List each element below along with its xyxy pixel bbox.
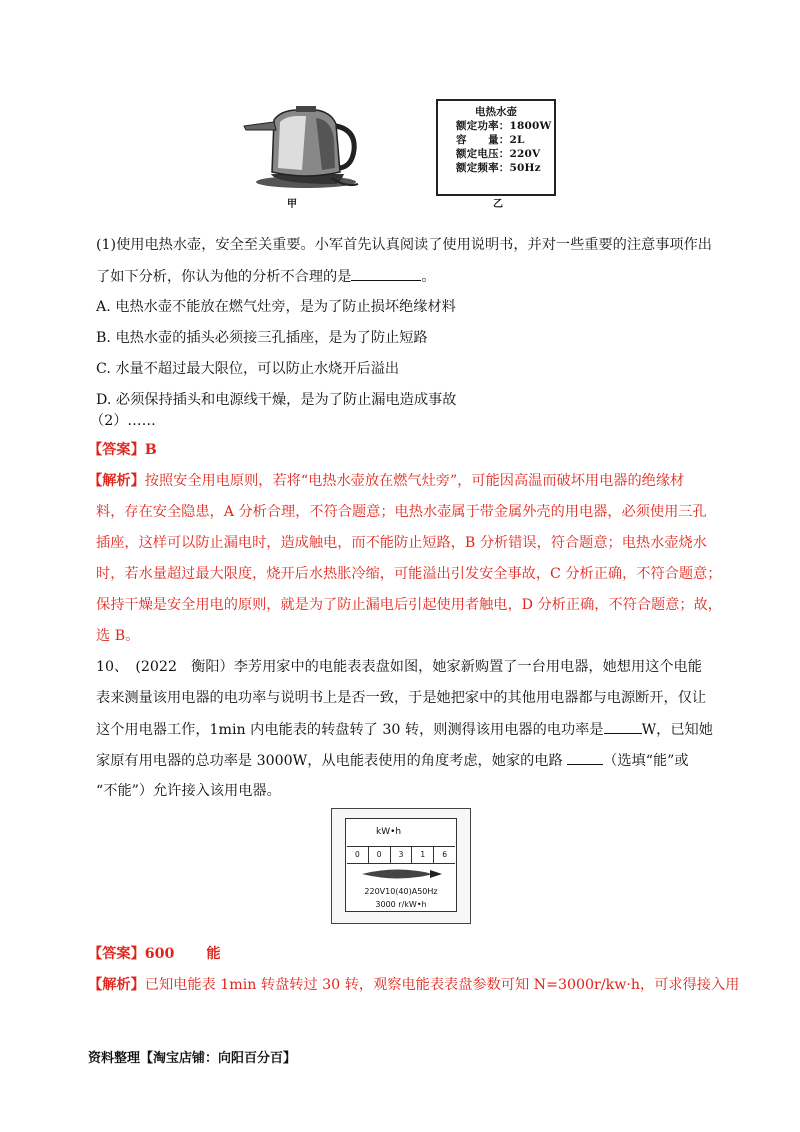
- meter-unit: kW•h: [376, 827, 402, 837]
- meter-digit: 0: [369, 847, 391, 863]
- part-2: （2）……: [90, 413, 156, 429]
- question-stem: [96, 266, 436, 287]
- meter-constant: 3000 r/kW•h: [375, 900, 427, 909]
- analysis-tag: 【解析】: [88, 977, 145, 993]
- answer-tag: 【答案】: [88, 946, 145, 962]
- option-a: A. 电热水壶不能放在燃气灶旁，是为了防止损坏绝缘材料: [96, 299, 456, 315]
- kettle-image: [236, 100, 366, 192]
- energy-meter-figure: [331, 808, 471, 924]
- nameplate-row: 额定频率：50Hz: [456, 162, 541, 174]
- nameplate-row: 容 量：2L: [456, 134, 525, 146]
- meter-face: [345, 818, 457, 912]
- meter-digit: 3: [391, 847, 413, 863]
- option-c: C. 水量不超过最大限位，可以防止水烧开后溢出: [96, 361, 400, 377]
- question-10-text: W，已知她: [641, 722, 713, 738]
- analysis-tag: 【解析】: [88, 473, 145, 489]
- answer-tag: 【答案】: [88, 442, 145, 458]
- nameplate-row: 额定电压：220V: [456, 148, 541, 160]
- analysis-line: [88, 471, 684, 491]
- kettle-nameplate: [436, 99, 556, 196]
- answer-line: [88, 440, 157, 460]
- figure-caption-yi: 乙: [493, 199, 503, 210]
- analysis-text: 已知电能表 1min 转盘转过 30 转，观察电能表表盘参数可知 N=3000r/kw·h，可求得接入用: [144, 977, 740, 993]
- question-10-stem: 表来测量该用电器的电功率与说明书上是否一致，于是她把家中的其他用电器都与电源断开，仅让: [96, 690, 707, 706]
- nameplate-row: 额定功率：1800W: [456, 120, 552, 132]
- footer: 资料整理【淘宝店铺：向阳百分百】: [88, 1051, 297, 1066]
- answer-blank: [567, 750, 603, 765]
- meter-digit: 6: [442, 850, 447, 859]
- question-stem-text: 了如下分析，你认为他的分析不合理的是: [96, 269, 352, 285]
- analysis-line: 选 B。: [96, 628, 140, 644]
- figure-caption-jia: 甲: [287, 199, 297, 210]
- question-10-stem: 10、 (2022 衡阳）李芳用家中的电能表表盘如图，她家新购置了一台用电器，她想用这个电能: [96, 659, 702, 675]
- answer-line: [88, 944, 221, 964]
- question-10-text: 家原有用电器的总功率是 3000W，从电能表使用的角度考虑，她家的电路: [96, 753, 568, 769]
- analysis-line: [88, 975, 739, 995]
- kettle-figure: [236, 100, 366, 192]
- nameplate-title: 电热水壶: [475, 106, 517, 118]
- question-10-stem: [96, 750, 689, 771]
- meter-spec: 220V10(40)A50Hz: [364, 887, 438, 896]
- meter-digits: [347, 846, 455, 864]
- analysis-line: 时，若水量超过最大限度，烧开后水热胀冷缩，可能溢出引发安全事故，C 分析正确，不符合题意；: [96, 566, 722, 582]
- analysis-line: 料，存在安全隐患，A 分析合理，不符合题意；电热水壶属于带金属外壳的用电器，必须使用三孔: [96, 504, 707, 520]
- question-10-text: 这个用电器工作，1min 内电能表的转盘转了 30 转，则测得该用电器的电功率是: [96, 722, 604, 738]
- answer-value: 能: [206, 946, 221, 962]
- answer-blank: [604, 719, 642, 734]
- answer-value: 600: [144, 946, 175, 962]
- question-10-stem: “不能”）允许接入该用电器。: [96, 783, 281, 799]
- question-stem-end: 。: [421, 269, 436, 285]
- analysis-line: 插座，这样可以防止漏电时，造成触电，而不能防止短路，B 分析错误，符合题意；电热水壶烧水: [96, 535, 707, 551]
- meter-digit: 0: [347, 847, 369, 863]
- meter-digit: 1: [412, 847, 434, 863]
- question-10-stem: [96, 719, 713, 740]
- analysis-line: 保持干燥是安全用电的原则，就是为了防止漏电后引起使用者触电，D 分析正确，不符合题意；故，: [96, 597, 722, 613]
- meter-rotor-icon: [360, 867, 444, 881]
- answer-value: B: [144, 442, 157, 458]
- question-10-text: （选填“能”或: [603, 753, 689, 769]
- answer-blank: [351, 266, 421, 281]
- option-d: D. 必须保持插头和电源线干燥，是为了防止漏电造成事故: [96, 392, 457, 408]
- analysis-text: 按照安全用电原则，若将“电热水壶放在燃气灶旁”，可能因高温而破坏用电器的绝缘材: [144, 473, 685, 489]
- question-stem: (1)使用电热水壶，安全至关重要。小军首先认真阅读了使用说明书，并对一些重要的注意事项作出: [96, 237, 712, 253]
- option-b: B. 电热水壶的插头必须接三孔插座，是为了防止短路: [96, 330, 428, 346]
